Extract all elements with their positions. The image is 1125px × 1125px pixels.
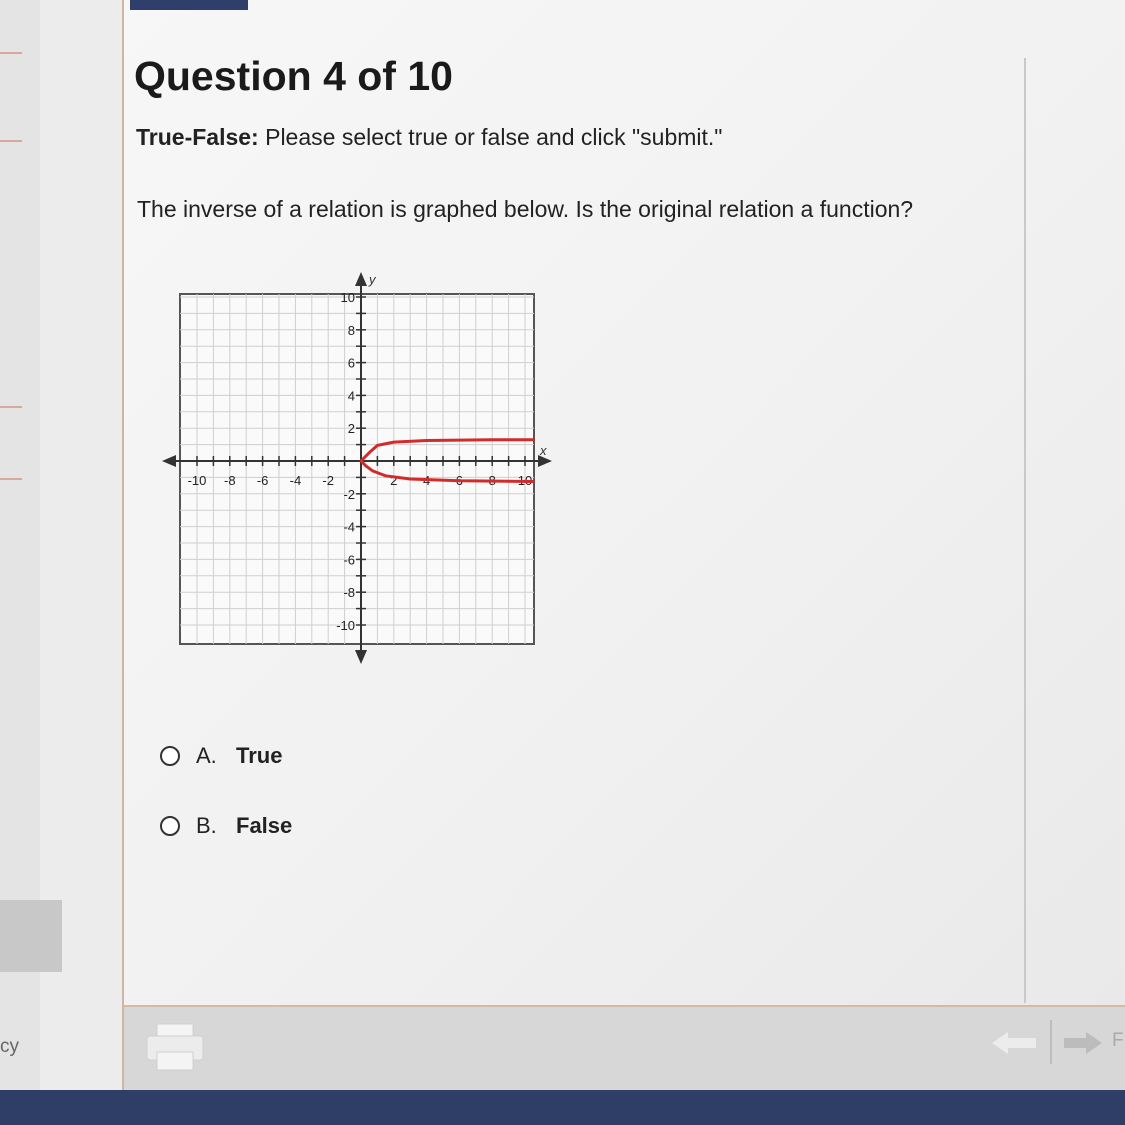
graph-svg [150,262,570,672]
graph [150,262,570,672]
rail-divider [0,52,22,54]
x-tick-label: 8 [488,473,496,488]
y-tick-label: 6 [347,355,355,371]
arrow-right-icon[interactable] [1062,1030,1104,1056]
instruction-text [136,124,722,151]
radio-button-a[interactable] [160,746,180,766]
y-tick-label: 10 [340,290,355,305]
printer-icon[interactable] [145,1022,205,1072]
instruction-body: Please select true or false and click "submit." [265,124,723,150]
sidebar-text-fragment: cy [0,1036,19,1057]
x-tick-label: 2 [390,473,398,488]
footer-toolbar [124,1005,1125,1089]
rail-divider [0,406,22,408]
x-tick-label: 4 [422,473,431,488]
y-axis-label: y [369,272,376,287]
x-axis-arrow-left [162,455,176,467]
option-letter: A. [196,743,217,768]
y-tick-label: -8 [343,585,355,601]
x-tick-label: -4 [289,473,302,488]
y-tick-label: 2 [347,421,355,437]
y-tick-label: -4 [343,519,355,535]
screen-bottom-bezel [0,1090,1125,1125]
x-tick-label: -8 [224,473,236,488]
rail-divider [0,478,22,480]
panel-divider [1024,58,1026,1003]
rail-divider [0,140,22,142]
nav-separator [1050,1020,1052,1064]
y-tick-label: -10 [336,618,355,633]
y-axis-arrow-down [355,650,367,664]
y-tick-label: 4 [347,388,355,404]
nav-text-fragment: F [1112,1030,1124,1051]
option-a[interactable] [160,738,292,774]
option-b[interactable] [160,808,292,844]
header-tab [130,0,248,10]
y-tick-label: -2 [343,486,355,502]
x-tick-label: -6 [256,473,269,488]
arrow-left-icon[interactable] [990,1030,1038,1056]
y-tick-label: 8 [347,322,355,338]
y-tick-label: -6 [343,552,355,568]
answer-options [160,738,292,878]
x-tick-label: -10 [187,473,207,488]
x-axis-label: x [540,443,547,458]
option-label: True [236,743,283,768]
sidebar-button[interactable] [0,900,62,972]
option-letter: B. [196,813,217,838]
question-title: Question 4 of 10 [134,53,453,99]
question-prompt: The inverse of a relation is graphed below. Is the original relation a function? [137,196,914,222]
x-tick-label: 10 [517,473,533,488]
question-type-label: True-False: [136,124,259,150]
option-label: False [236,813,293,838]
radio-button-b[interactable] [160,816,180,836]
y-axis-arrow-up [355,272,367,286]
x-tick-label: -2 [322,473,334,488]
x-tick-label: 6 [455,473,464,488]
